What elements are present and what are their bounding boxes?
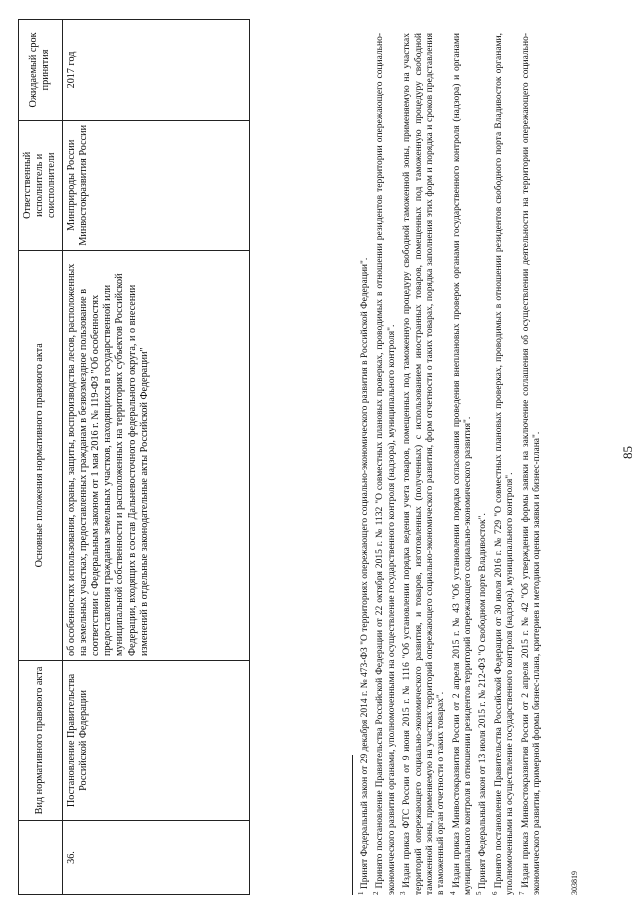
footnote-divider: [352, 755, 353, 895]
footnote-7: [517, 33, 544, 895]
footnote-mark: 7: [517, 891, 526, 895]
table-row: [62, 20, 249, 895]
footnote-4: [448, 33, 475, 895]
footnote-text: Принят Федеральный закон от 13 июля 2015 г. № 212-ФЗ "О свободном порте Владивосток".: [478, 513, 489, 890]
footnote-3: [398, 33, 447, 895]
footnote-1: [356, 33, 371, 895]
footnote-mark: 2: [372, 891, 381, 895]
header-responsible: Ответственный исполнитель и соисполнители: [19, 120, 63, 250]
footnote-text: Издан приказ ФТС России от 9 июня 2015 г. № 1116 "Об установлении порядка ведения учета товаров, помещенных под таможенную процедуру свободной таможенной зоны, применяемую на участках территорий опережающего социально-экономического развития, и товаров, изготовленных (полученных) с использованием иностранных товаров, помещенных под таможенную процедуру свободной таможенной зоны, применяемую на участках территорий опережающего социально-экономического развития, форм отчетности о таких товарах, порядка заполнения этих форм и порядка и сроков представления в таможенный орган отчетности о таких товарах".: [402, 33, 447, 895]
footnote-mark: 6: [490, 891, 499, 895]
table-header-row: [19, 20, 63, 895]
row-responsible: Минприроды России Минвостокразвития России: [62, 120, 249, 250]
footnote-mark: 3: [399, 891, 408, 895]
row-kind: Постановление Правительства Российской Федерации: [62, 660, 249, 820]
footnote-text: Издан приказ Минвостокразвития России от 2 апреля 2015 г. № 43 "Об установлении порядка согласования проведения внеплановых проверок органами государственного контроля (надзора) и органами муниципального контроля в отношении резидентов территорий опережающего социально-экономического развития".: [451, 33, 473, 895]
footnotes: [356, 33, 543, 895]
header-number: [19, 821, 63, 895]
footnote-text: Принято постановление Правительства Российской Федерации от 30 июля 2016 г. № 729 "О совместных плановых проверках, проводимых в отношении резидентов свободного порта Владивосток органами, уполномоченными на осуществление государственного контроля (надзора), муниципального контроля".: [493, 32, 516, 895]
footnote-6: [490, 33, 517, 895]
footnote-mark: 4: [448, 891, 457, 895]
footnote-5: [474, 33, 489, 895]
header-kind: Вид нормативного правового акта: [19, 660, 63, 820]
header-expected: Ожидаемый срок принятия: [19, 20, 63, 121]
footnote-2: [371, 33, 398, 895]
footnote-text: Принят Федеральный закон от 29 декабря 2014 г. № 473-ФЗ "О территориях опережающего социально-экономического развития в Российской Федерации".: [360, 257, 371, 890]
footnote-mark: 1: [357, 891, 365, 895]
row-expected: 2017 год: [62, 20, 249, 121]
footnote-text: Принято постановление Правительства Российской Федерации от 22 октября 2015 г. № 1132 "О совместных плановых проверках, проводимых в отношении резидентов территории опережающего социально-экономического развития органами, уполномоченными на осуществление государственного контроля (надзора), муниципального контроля".: [375, 32, 397, 895]
document-code: 303819: [570, 871, 579, 895]
row-number: 36.: [62, 821, 249, 895]
acts-table: [18, 19, 250, 895]
footnote-mark: 5: [475, 891, 484, 895]
page-number: 85: [620, 446, 635, 459]
row-provisions: об особенностях использования, охраны, защиты, воспроизводства лесов, расположенных на земельных участках, предоставленных гражданам в безвозмездное пользование в соответствии с Федеральным законом от 1 мая 2016 г. № 119-ФЗ "Об особенностях предоставления гражданам земельных участков, находящихся в государственной или муниципальной собственности и расположенных на территориях субъектов Российской Федерации, входящих в состав Дальневосточного федерального округа, и о внесении изменений в отдельные законодательные акты Российской Федерации": [62, 250, 249, 660]
header-provisions: Основные положения нормативного правового акта: [19, 250, 63, 660]
footnote-text: Издан приказ Минвостокразвития России от 2 апреля 2015 г. № 42 "Об утверждении формы заявки на заключение соглашения об осуществлении деятельности на территории опережающего социально-экономического развития, примерной формы бизнес-плана, критериев и методики оценки заявки и бизнес-плана".: [520, 33, 542, 895]
